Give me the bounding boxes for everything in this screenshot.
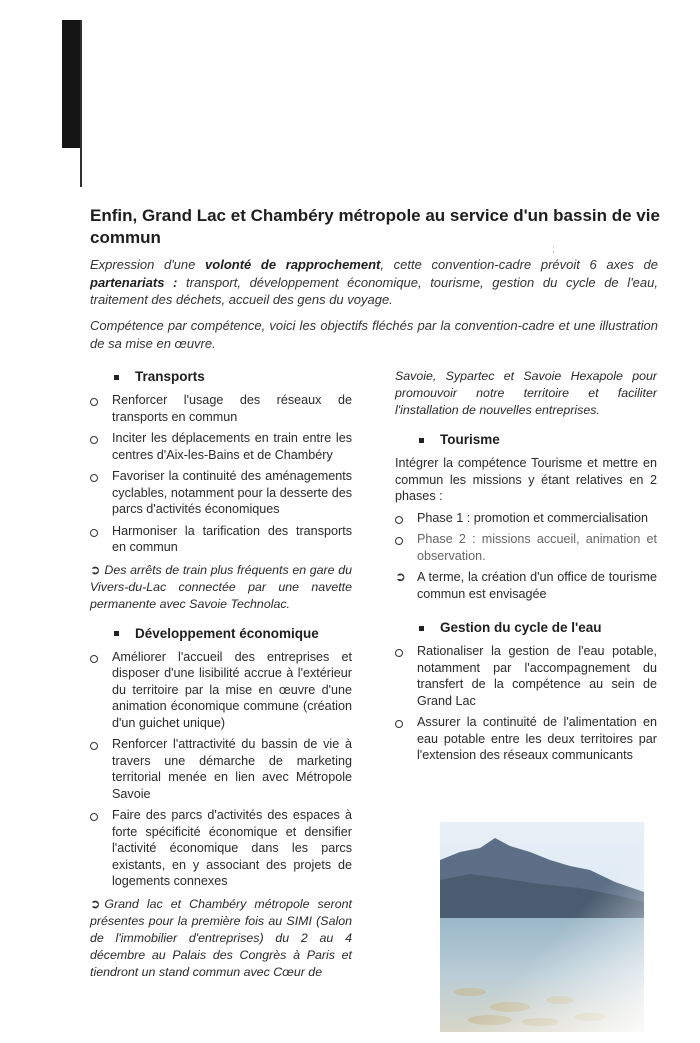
list-item: Inciter les déplacements en train entre les centres d'Aix-les-Bains et de Chambéry [90,430,352,463]
decorative-side-bar [62,20,80,148]
circle-bullet-icon [395,537,403,545]
section-title-tourisme: Tourisme [419,431,657,449]
square-bullet-icon [419,438,424,443]
circle-bullet-icon [395,649,403,657]
section-title-economie: Développement économique [114,625,352,643]
economie-list [90,649,352,890]
left-column [90,368,352,993]
square-bullet-icon [419,626,424,631]
list-item: Faire des parcs d'activités des espaces à forte spécificité économique et densifier l'activité économique dans les parcs existants, en y associant des projets de logements connexes [90,807,352,890]
right-column [395,368,657,769]
circle-bullet-icon [90,742,98,750]
intro-paragraph-2: Compétence par compétence, voici les objectifs fléchés par la convention-cadre et une illustration de sa mise en œuvre. [90,318,658,351]
list-item: Phase 1 : promotion et commercialisation [395,510,657,527]
circle-bullet-icon [90,655,98,663]
square-bullet-icon [114,631,119,636]
list-item: Harmoniser la tarification des transports en commun [90,523,352,556]
circle-bullet-icon [395,720,403,728]
transports-note: ➲ Des arrêts de train plus fréquents en gare du Vivers-du-Lac connectée par une navette permanente avec Savoie Technolac. [90,562,352,611]
section-title-eau: Gestion du cycle de l'eau [419,619,657,637]
list-item: Améliorer l'accueil des entreprises et disposer d'une lisibilité accrue à l'extérieur du territoire par la mise en œuvre d'une animation économique commune (création d'un guichet unique) [90,649,352,732]
intro-paragraph: Expression d'une volonté de rapprochement, cette convention-cadre prévoit 6 axes de partenariats : transport, développement économique, tourisme, gestion du cycle de l'eau, traitement des déchets, accueil des gens du voyage. [90,257,659,307]
circle-bullet-icon [90,529,98,537]
arrow-icon: ➲ [90,562,101,577]
list-item: Renforcer l'usage des réseaux de transports en commun [90,392,352,425]
economie-note: ➲ Grand lac et Chambéry métropole seront présentes pour la première fois au SIMI (Salon de l'immobilier d'entreprises) du 2 au 4 décembre au Palais des Congrès à Paris et tiendront un stand commun avec Cœur de [90,896,352,979]
section-title-transports: Transports [114,368,352,386]
arrow-icon: ➲ [90,896,101,911]
circle-bullet-icon [90,813,98,821]
list-item: Assurer la continuité de l'alimentation en eau potable entre les deux territoires par l'extension des réseaux communicants [395,714,657,764]
transports-list [90,392,352,556]
tourisme-intro: Intégrer la compétence Tourisme et mettre en commun les missions y étant relatives en 2 phases : [395,456,657,503]
decorative-side-line [80,20,82,187]
circle-bullet-icon [395,516,403,524]
list-item: Phase 2 : missions accueil, animation et observation. [395,531,657,564]
square-bullet-icon [114,375,119,380]
list-item: Rationaliser la gestion de l'eau potable, notamment par l'accompagnement du transfert de la compétence au sein de Grand Lac [395,643,657,709]
list-item: Renforcer l'attractivité du bassin de vie à travers une démarche de marketing territorial menée en lien avec Métropole Savoie [90,736,352,802]
economie-note-continued: Savoie, Sypartec et Savoie Hexapole pour promouvoir notre territoire et faciliter l'installation de nouvelles entreprises. [395,369,657,417]
circle-bullet-icon [90,398,98,406]
list-item: Favoriser la continuité des aménagements cyclables, notamment pour la desserte des parcs d'activités économiques [90,468,352,518]
scan-mark: ; [552,244,555,255]
list-item: ➲ A terme, la création d'un office de tourisme commun est envisagée [395,569,657,601]
lake-photo [440,822,644,1032]
circle-bullet-icon [90,436,98,444]
circle-bullet-icon [90,474,98,482]
page-title: Enfin, Grand Lac et Chambéry métropole au service d'un bassin de vie commun [90,206,660,247]
arrow-icon: ➲ [395,569,406,584]
tourisme-list [395,510,657,603]
eau-list [395,643,657,764]
